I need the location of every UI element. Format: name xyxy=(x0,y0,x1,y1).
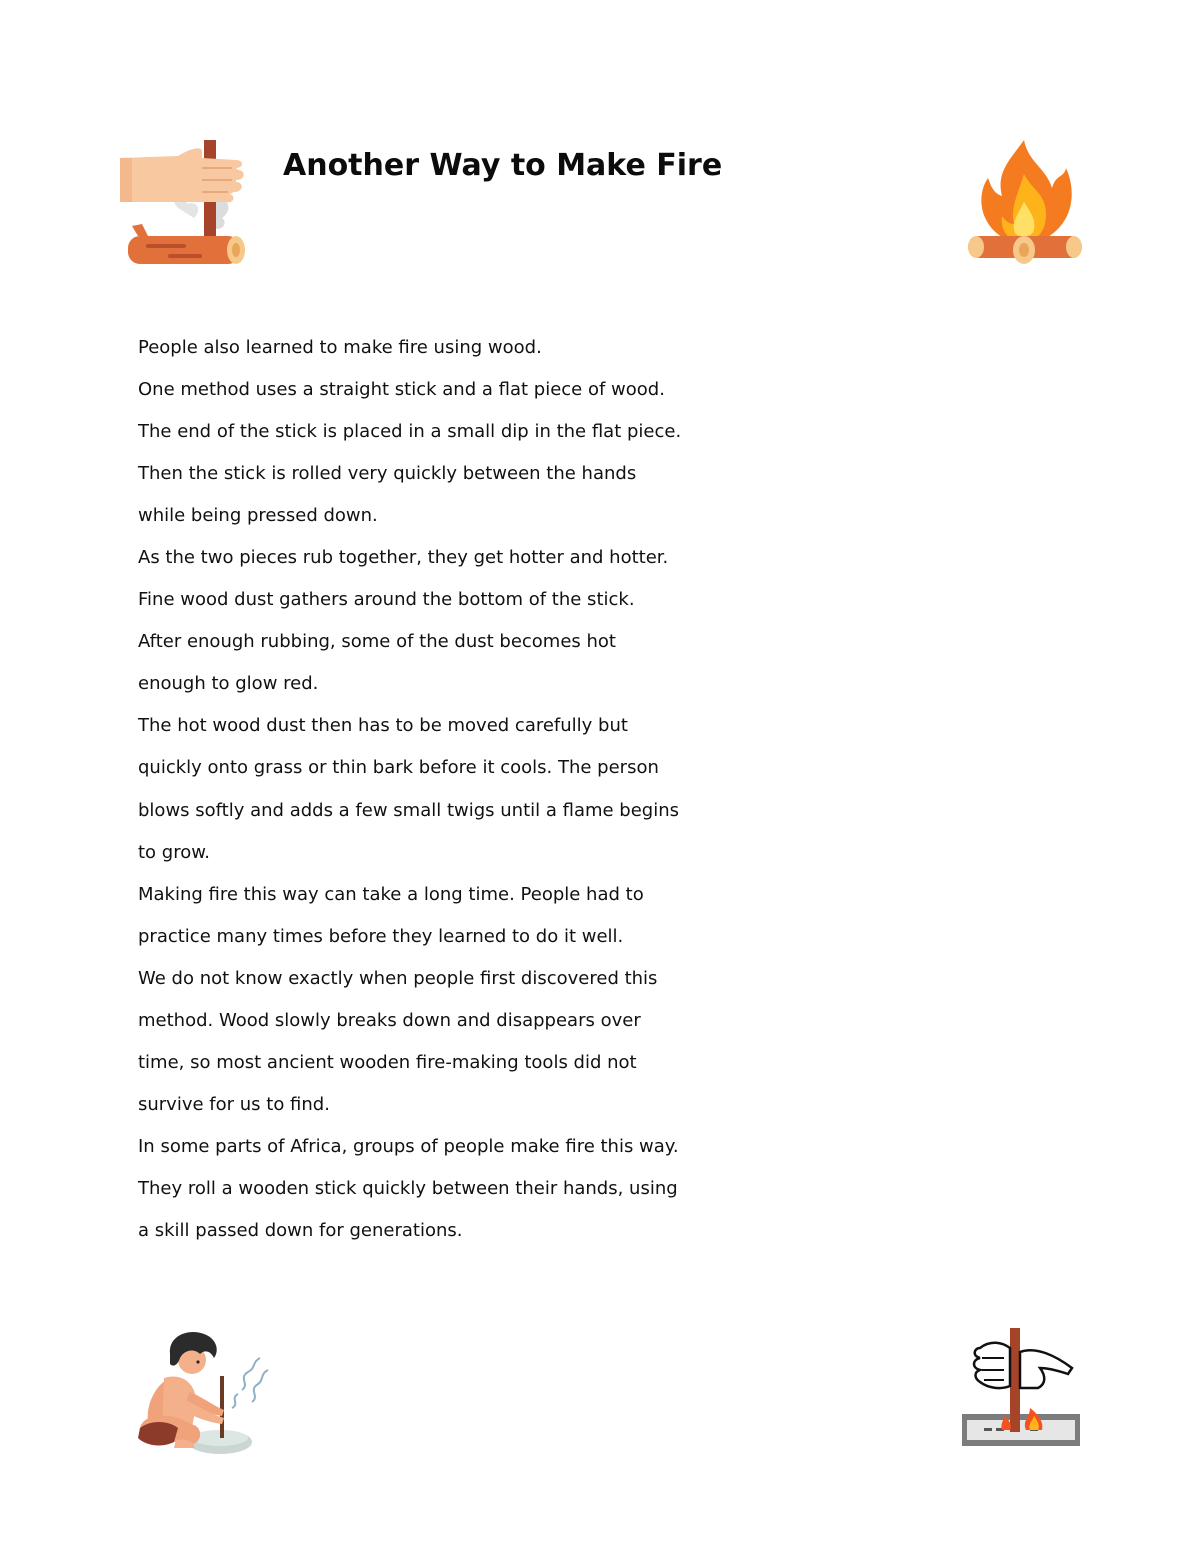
paragraph xyxy=(138,453,1078,537)
text-line: method. Wood slowly breaks down and disappears over xyxy=(138,1009,641,1031)
hand-drill-on-log-icon xyxy=(118,138,248,268)
paragraph xyxy=(138,411,1078,453)
paragraph xyxy=(138,369,1078,411)
text-line: Fine wood dust gathers around the bottom of the stick. xyxy=(138,589,635,611)
text-line: Then the stick is rolled very quickly between the hands xyxy=(138,463,637,485)
campfire-icon xyxy=(966,138,1084,268)
paragraph xyxy=(138,1126,1078,1252)
paragraph xyxy=(138,621,1078,705)
fire-drill-diagram-icon xyxy=(960,1326,1082,1448)
text-line: After enough rubbing, some of the dust becomes hot xyxy=(138,631,616,653)
paragraph xyxy=(138,537,1078,579)
text-line: Making fire this way can take a long time. People had to xyxy=(138,883,644,905)
text-line: One method uses a straight stick and a flat piece of wood. xyxy=(138,379,665,401)
text-line: People also learned to make fire using wood. xyxy=(138,337,542,358)
text-line: while being pressed down. xyxy=(138,505,378,527)
text-line: to grow. xyxy=(138,841,211,863)
text-line: a skill passed down for generations. xyxy=(138,1219,463,1241)
text-line: They roll a wooden stick quickly between their hands, using xyxy=(138,1177,678,1199)
person-making-fire-icon xyxy=(134,1328,276,1462)
paragraph xyxy=(138,874,1078,958)
page-title: Another Way to Make Fire xyxy=(283,148,723,183)
text-line: In some parts of Africa, groups of people make fire this way. xyxy=(138,1135,679,1157)
body-text xyxy=(138,327,1078,1252)
paragraph xyxy=(138,327,1078,369)
text-line: The end of the stick is placed in a small dip in the flat piece. xyxy=(138,421,682,443)
text-line: practice many times before they learned to do it well. xyxy=(138,925,624,947)
paragraph xyxy=(138,705,1078,873)
text-line: We do not know exactly when people first discovered this xyxy=(138,967,658,989)
text-line: As the two pieces rub together, they get hotter and hotter. xyxy=(138,547,669,569)
text-line: survive for us to find. xyxy=(138,1093,330,1115)
text-line: enough to glow red. xyxy=(138,673,319,695)
text-line: The hot wood dust then has to be moved carefully but xyxy=(138,715,628,737)
text-line: time, so most ancient wooden fire-making tools did not xyxy=(138,1051,637,1073)
paragraph xyxy=(138,958,1078,1126)
text-line: blows softly and adds a few small twigs until a flame begins xyxy=(138,799,680,821)
text-line: quickly onto grass or thin bark before it cools. The person xyxy=(138,757,659,779)
paragraph xyxy=(138,579,1078,621)
